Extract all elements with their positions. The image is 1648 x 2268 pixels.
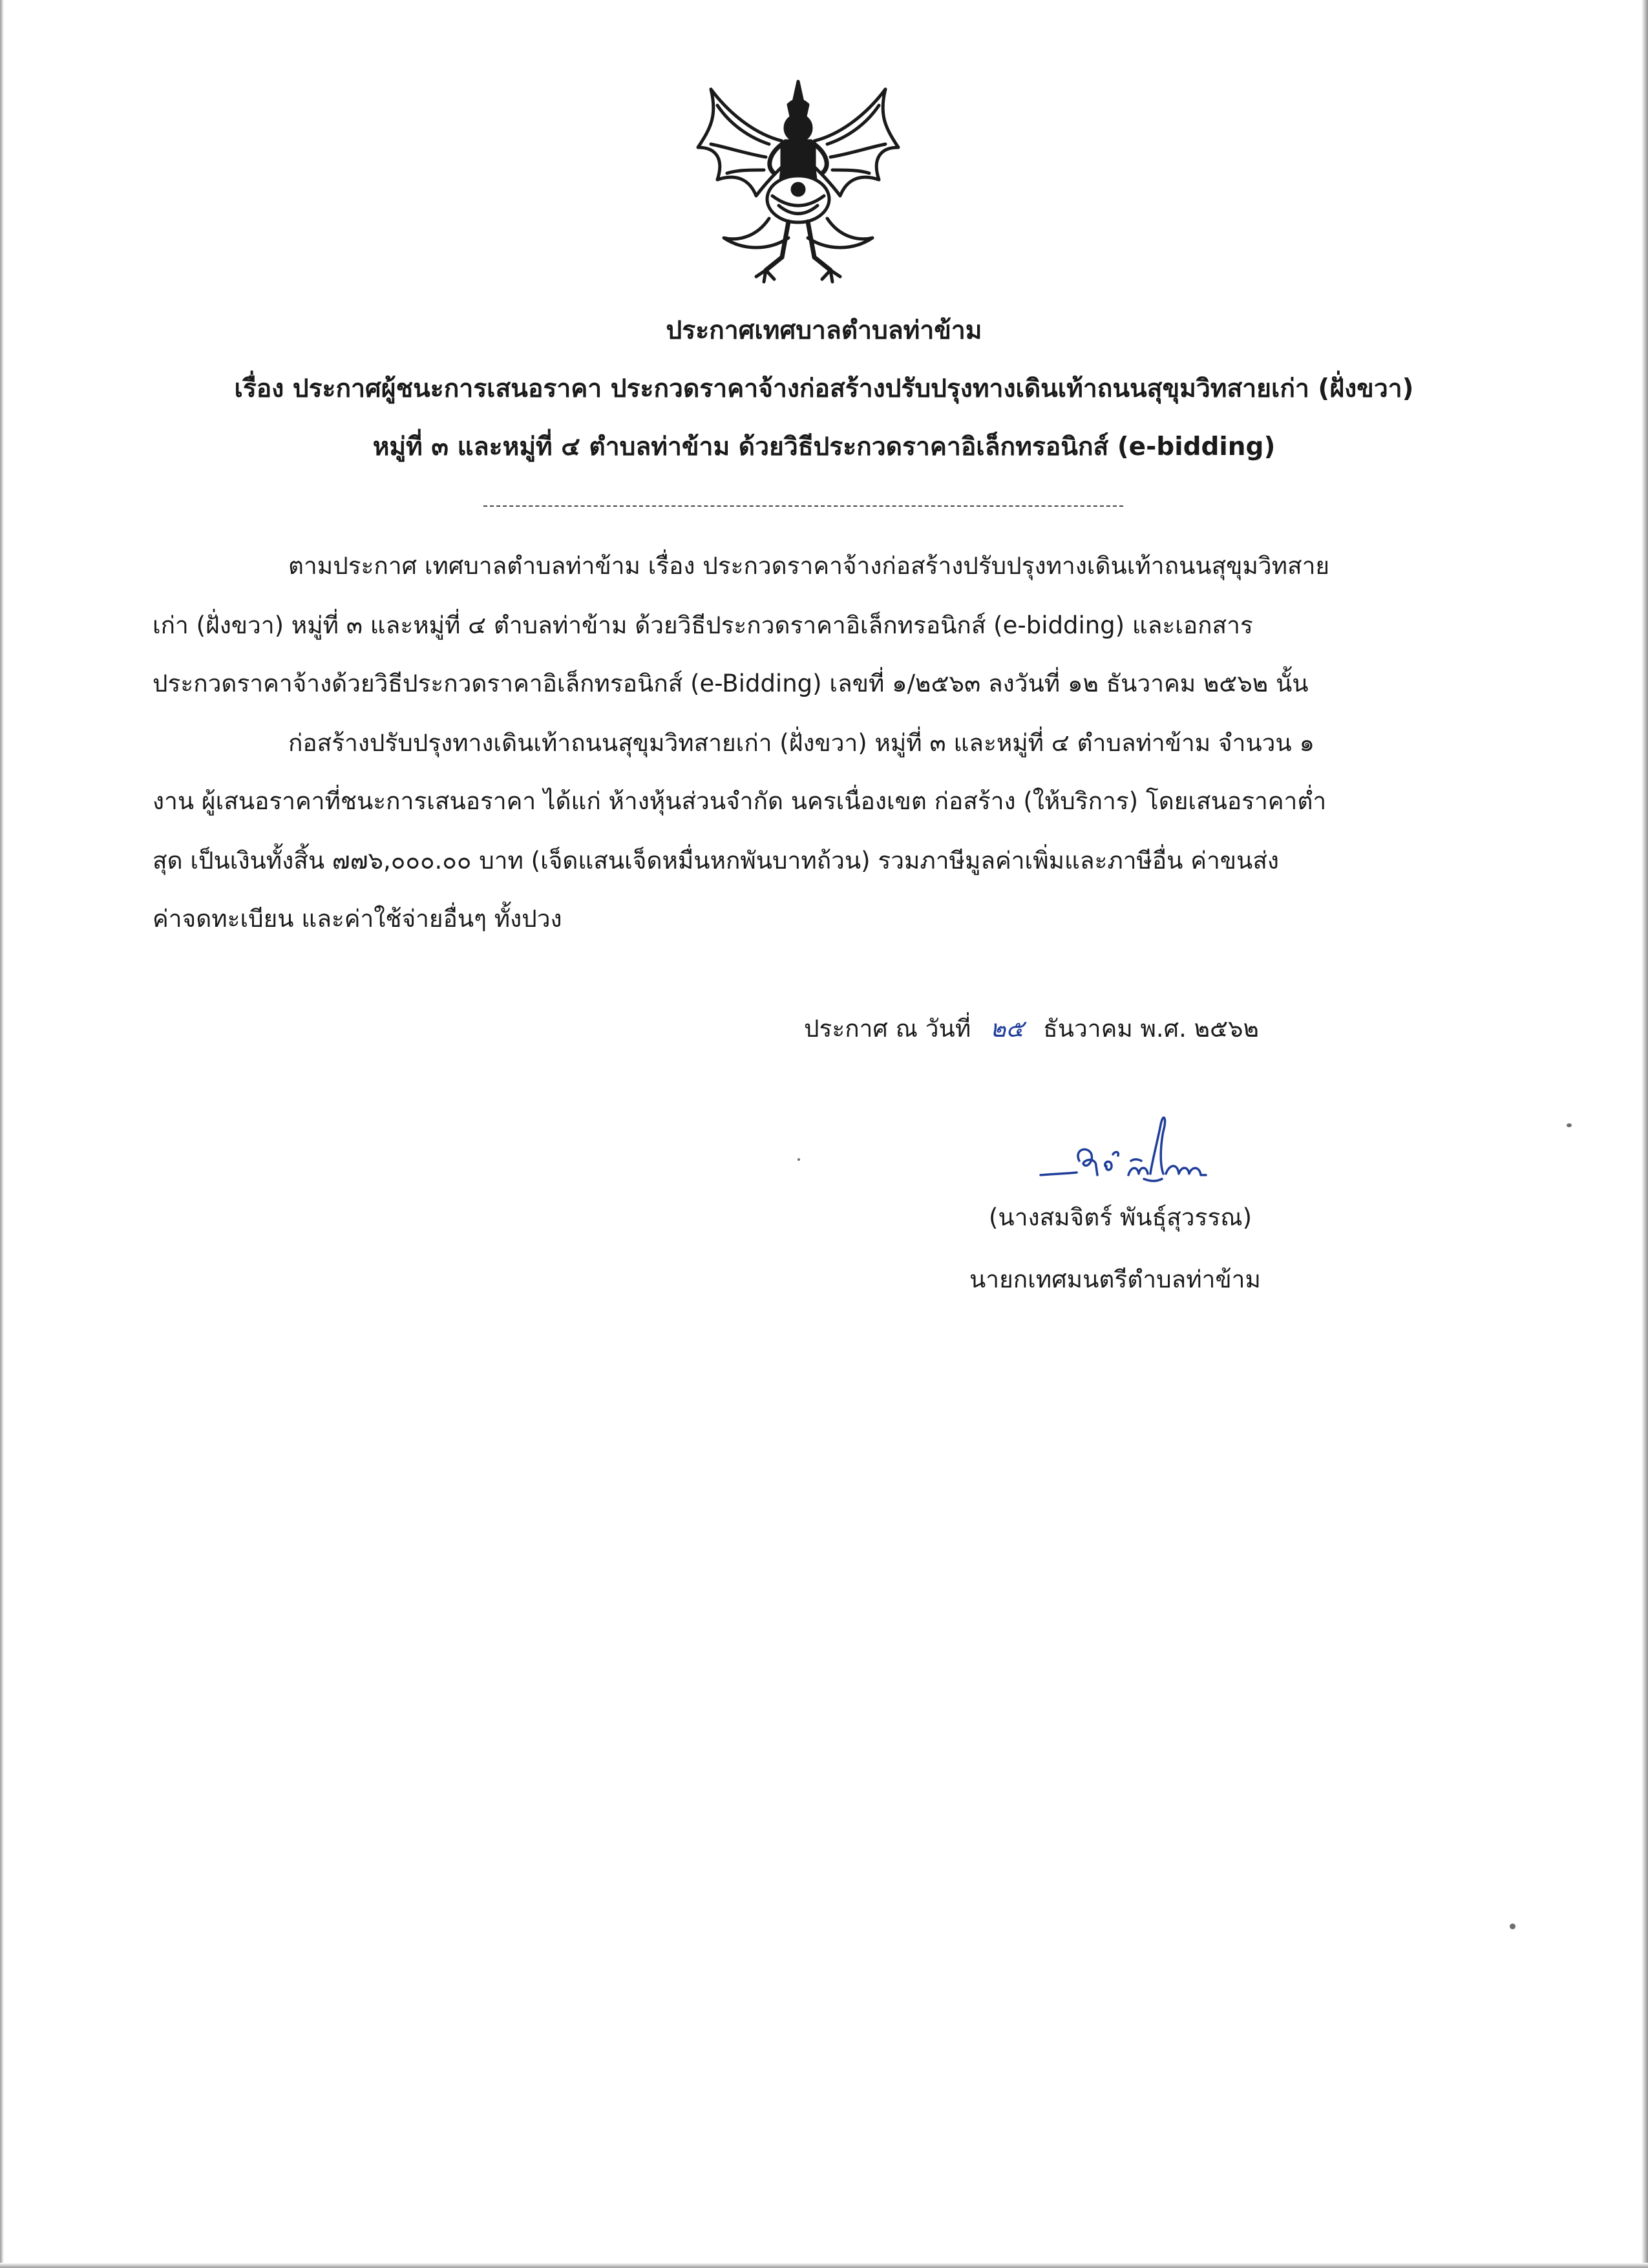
paragraph-1-line: ตามประกาศ เทศบาลตำบลท่าข้าม เรื่อง ประกวดราคาจ้างก่อสร้างปรับปรุงทางเดินเท้าถนนสุขุมวิทสาย [288,552,1330,580]
scan-speck [1510,1924,1516,1929]
signer-name: (นางสมจิตร์ พันธุ์สุวรรณ) [989,1203,1252,1231]
document-subject-line-2: หมู่ที่ ๓ และหมู่ที่ ๔ ตำบลท่าข้าม ด้วยวิธีประกวดราคาอิเล็กทรอนิกส์ (e-bidding) [372,432,1276,461]
paragraph-1-line: เก่า (ฝั่งขวา) หมู่ที่ ๓ และหมู่ที่ ๔ ตำบลท่าข้าม ด้วยวิธีประกวดราคาอิเล็กทรอนิกส์ (e-bidding) และเอกสาร [153,611,1253,639]
announcement-date [804,1011,1259,1047]
scan-speck [1567,1123,1572,1127]
scan-edge-bottom [0,2263,1648,2268]
garuda-emblem-icon [692,76,905,290]
paragraph-2-line: ก่อสร้างปรับปรุงทางเดินเท้าถนนสุขุมวิทสายเก่า (ฝั่งขวา) หมู่ที่ ๓ และหมู่ที่ ๔ ตำบลท่าข้าม จำนวน ๑ [288,729,1315,757]
signer-title: นายกเทศมนตรีตำบลท่าข้าม [969,1266,1261,1293]
paragraph-2-line: สุด เป็นเงินทั้งสิ้น ๗๗๖,๐๐๐.๐๐ บาท (เจ็ดแสนเจ็ดหมื่นหกพันบาทถ้วน) รวมภาษีมูลค่าเพิ่มและภาษีอื่น ค่าขนส่ง [153,847,1279,874]
scan-edge-left [0,0,4,2268]
header-divider [483,505,1123,507]
announcement-month-year: ธันวาคม พ.ศ. ๒๕๖๒ [1043,1015,1259,1043]
announcement-day-handwritten: ๒๕ [989,1015,1024,1043]
paragraph-2-line: งาน ผู้เสนอราคาที่ชนะการเสนอราคา ได้แก่ ห้างหุ้นส่วนจำกัด นครเนื่องเขต ก่อสร้าง (ให้บริการ) โดยเสนอราคาต่ำ [153,787,1327,815]
document-title: ประกาศเทศบาลตำบลท่าข้าม [666,316,982,345]
announcement-date-prefix: ประกาศ ณ วันที่ [804,1015,971,1043]
paragraph-2-line: ค่าจดทะเบียน และค่าใช้จ่ายอื่นๆ ทั้งปวง [153,905,562,933]
document-subject-line-1: เรื่อง ประกาศผู้ชนะการเสนอราคา ประกวดราคาจ้างก่อสร้างปรับปรุงทางเดินเท้าถนนสุขุมวิทสายเก่า (ฝั่งขวา) [234,374,1414,403]
scan-speck [798,1158,800,1161]
handwritten-signature-icon [1034,1099,1254,1202]
paragraph-1-line: ประกวดราคาจ้างด้วยวิธีประกวดราคาอิเล็กทรอนิกส์ (e-Bidding) เลขที่ ๑/๒๕๖๓ ลงวันที่ ๑๒ ธันวาคม ๒๕๖๒ นั้น [153,670,1309,697]
scan-edge-right [1642,0,1648,2268]
